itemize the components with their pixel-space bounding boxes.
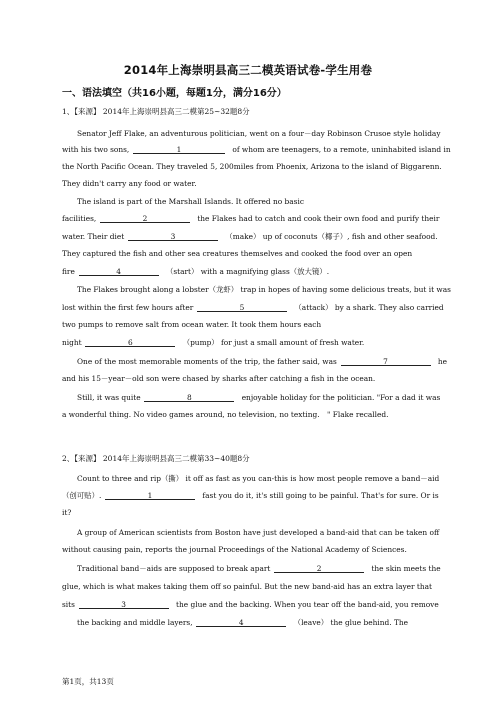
text-line: [62, 321, 321, 328]
line-text: it?: [62, 508, 72, 517]
question-source-1: 1、【来源】 2014年上海崇明县高三二模第25~32题8分: [62, 107, 250, 116]
text-line: [62, 215, 439, 223]
line-text: They didn't carry any food or water.: [62, 179, 197, 188]
line-text: lost within the first few hours after: [62, 303, 194, 312]
line-text: a wonderful thing. No video games around, no television, no texting. " Flake recalled.: [62, 410, 389, 419]
line-text: Still, it was quite: [77, 393, 141, 402]
answer-blank[interactable]: 3: [128, 233, 218, 241]
line-text: fire: [62, 267, 75, 276]
line-text: The island is part of the Marshall Islands. It offered no basic: [77, 197, 304, 206]
answer-blank[interactable]: 4: [79, 268, 159, 276]
text-line: [62, 601, 439, 609]
line-text: Senator Jeff Flake, an adventurous politician, went on a four－day Robinson Crusoe style holiday: [77, 129, 441, 138]
line-text: and his 15－year－old son were chased by sharks after catching a fish in the ocean.: [62, 374, 376, 383]
text-line: [62, 375, 375, 382]
text-line: [77, 198, 304, 205]
line-text: The Flakes brought along a lobster（龙虾） trap in hopes of having some delicious treats, but it was: [77, 285, 451, 294]
answer-blank[interactable]: 4: [196, 619, 286, 627]
line-text: （创可贴）.: [62, 491, 102, 500]
text-line: [62, 492, 439, 500]
text-line: [62, 163, 442, 170]
page-title: 2014年上海崇明县高三二模英语试卷-学生用卷: [123, 63, 373, 77]
text-line: [77, 565, 441, 573]
line-text: （make） up of coconuts（椰子）, fish and other seafood.: [225, 232, 438, 241]
answer-blank[interactable]: 7: [341, 358, 431, 366]
line-text: he: [437, 357, 448, 366]
line-text: water. Their diet: [62, 232, 125, 241]
question-source-2: 2、【来源】 2014年上海崇明县高三二模第33~40题8分: [62, 454, 250, 463]
line-text: One of the most memorable moments of the trip, the father said, was: [77, 357, 337, 366]
text-line: [77, 394, 440, 402]
line-text: the backing and middle layers,: [77, 618, 193, 627]
text-line: [62, 250, 412, 257]
text-line: [62, 268, 329, 276]
line-text: （pump） for just a small amount of fresh water.: [182, 338, 365, 347]
text-line: [77, 529, 439, 536]
line-text: They captured the fish and other sea creatures themselves and cooked the food over an open: [62, 249, 413, 258]
line-text: of whom are teenagers, to a remote, uninhabited island in: [232, 145, 451, 154]
text-line: [62, 339, 364, 347]
line-text: with his two sons,: [62, 145, 130, 154]
answer-blank[interactable]: 1: [105, 492, 195, 500]
text-line: [62, 411, 389, 418]
line-text: （start） with a magnifying glass（放大镜）.: [165, 267, 330, 276]
text-line: [62, 509, 71, 516]
page-footer: 第1页，共13页: [62, 677, 114, 686]
answer-blank[interactable]: 6: [85, 339, 175, 347]
line-text: the North Pacific Ocean. They traveled 5, 200miles from Phoenix, Arizona to the island of Biggarenn.: [62, 162, 442, 171]
answer-blank[interactable]: 2: [100, 215, 190, 223]
line-text: the Flakes had to catch and cook their own food and purify their: [197, 214, 440, 223]
line-text: sits: [62, 600, 75, 609]
line-text: two pumps to remove salt from ocean water. It took them hours each: [62, 320, 322, 329]
line-text: fast you do it, it's still going to be painful. That's for sure. Or is: [202, 491, 439, 500]
text-line: [62, 304, 444, 312]
answer-blank[interactable]: 5: [197, 304, 287, 312]
line-text: the skin meets the: [371, 564, 441, 573]
line-text: A group of American scientists from Boston have just developed a band-aid that can be taken off: [77, 528, 440, 537]
line-text: the glue and the backing. When you tear off the band-aid, you remove: [176, 600, 439, 609]
text-line: [77, 619, 408, 627]
line-text: （attack） by a shark. They also carried: [294, 303, 444, 312]
line-text: without causing pain, reports the journal Proceedings of the National Academy of Sciences.: [62, 545, 407, 554]
text-line: [77, 358, 447, 366]
answer-blank[interactable]: 1: [133, 146, 225, 154]
line-text: facilities,: [62, 214, 97, 223]
line-text: enjoyable holiday for the politician. "For a dad it was: [241, 393, 441, 402]
text-line: [77, 286, 451, 293]
section-heading: 一、语法填空（共16小题，每题1分，满分16分）: [62, 88, 287, 99]
answer-blank[interactable]: 3: [79, 601, 169, 609]
text-line: [77, 475, 439, 482]
text-line: [62, 233, 438, 241]
line-text: glue, which is what makes taking them off so painful. But the new band-aid has an extra layer that: [62, 582, 433, 591]
line-text: （leave） the glue behind. The: [293, 618, 409, 627]
answer-blank[interactable]: 8: [144, 394, 234, 402]
answer-blank[interactable]: 2: [274, 565, 364, 573]
text-line: [77, 130, 441, 137]
text-line: [62, 180, 197, 187]
line-text: Count to three and rip（撕） it off as fast as you can-this is how most people remove a band－aid: [77, 474, 440, 483]
text-line: [62, 546, 407, 553]
text-line: [62, 146, 451, 154]
text-line: [62, 583, 432, 590]
line-text: night: [62, 338, 82, 347]
line-text: Traditional band－aids are supposed to break apart: [77, 564, 271, 573]
